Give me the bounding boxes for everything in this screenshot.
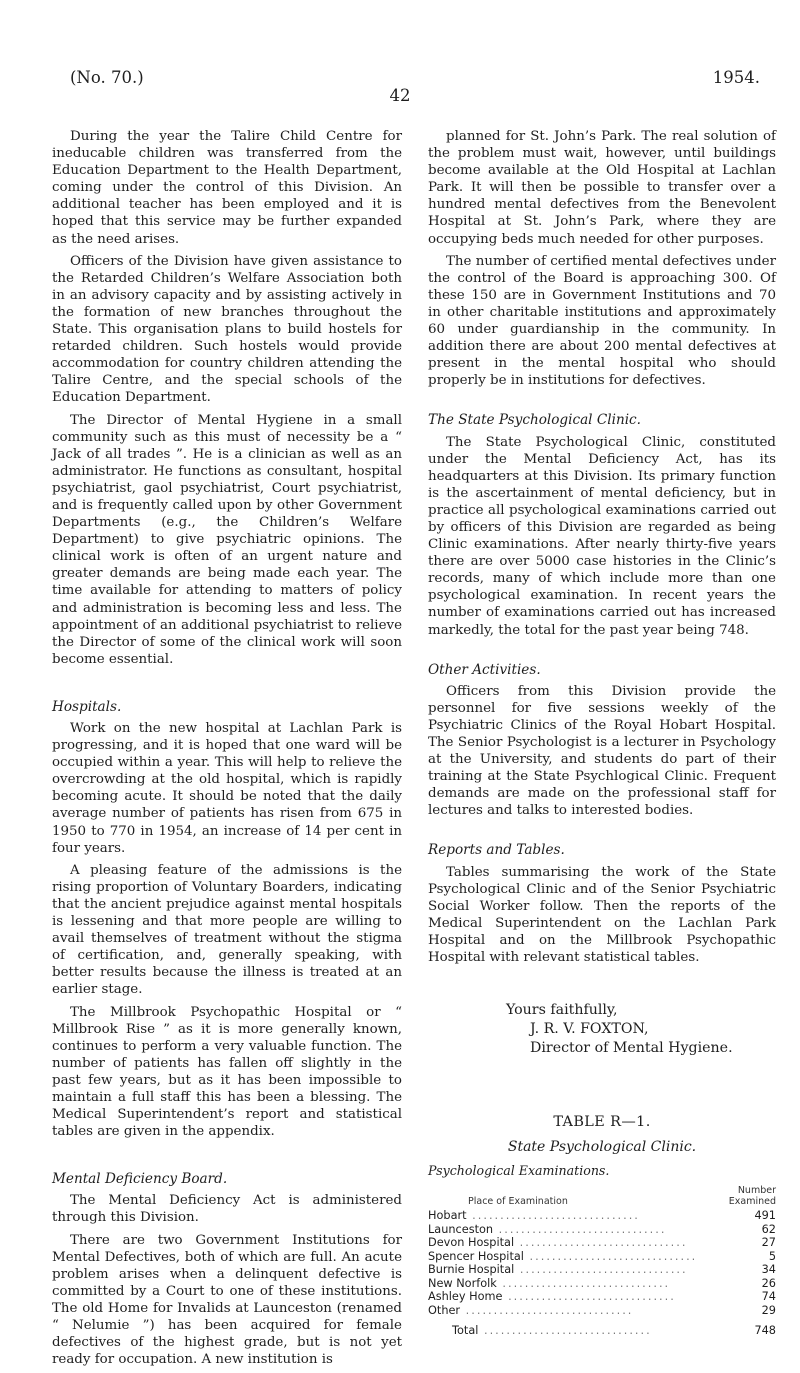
paragraph-act-administered: The Mental Deficiency Act is administered through this Division. xyxy=(52,1193,402,1226)
table-row xyxy=(428,1236,776,1250)
table-cell-place: New Norfolk .............................. xyxy=(428,1276,671,1290)
column-header-place: Place of Examination xyxy=(468,1196,568,1208)
table-row xyxy=(428,1277,776,1291)
paragraph-director-duties: The Director of Mental Hygiene in a small community such as this must of necessity be a “ Jack of all trades ”. He is a clinician as well as an administrator. He functions as consultant, hospital psychiatrist, gaol psychiatrist, Court psychiatrist, and is frequently called upon by other Government Departments (e.g., the Children’s Welfare Department) to give psychiatric opinions. The clinical work is often of an urgent nature and greater demands are being made each year. The time available for attending to matters of policy and administration is becoming less and less. The appointment of an additional psychiatrist to relieve the Director of some of the clinical work will soon become essential. xyxy=(52,412,402,667)
paragraph-clinic: The State Psychological Clinic, constituted under the Mental Deficiency Act, has its headquarters at this Division. Its primary function is the ascertainment of mental deficiency, but in practice all psychological examinations carried out by officers of this Division are regarded as being Clinic examinations. After nearly thirty-five years there are over 5000 case histories in the Clinic’s records, many of which include more than one psychological examination. In recent years the number of examinations carried out has increased markedly, the total for the past year being 748. xyxy=(428,434,776,638)
heading-state-psychological-clinic: The State Psychological Clinic. xyxy=(428,412,641,429)
signature-name: J. R. V. FOXTON, xyxy=(530,1021,649,1038)
examinations-table xyxy=(428,1185,776,1338)
paragraph-lachlan-park: Work on the new hospital at Lachlan Park is progressing, and it is hoped that one ward will be occupied within a year. This will help to relieve the overcrowding at the old hospital, which is rapidly becoming acute. It should be noted that the daily average number of patients has risen from 675 in 1950 to 770 in 1954, an increase of 14 per cent in four years. xyxy=(52,721,402,856)
paragraph-certified-defectives: The number of certified mental defectives under the control of the Board is approaching 300. Of these 150 are in Government Institutions and 70 in other charitable institutions and approximately 60 under guardianship in the community. In addition there are about 200 mental defectives at present in the mental hospital who should properly be in institutions for defectives. xyxy=(428,253,776,389)
table-row xyxy=(428,1250,776,1264)
leader-dots: .............................. xyxy=(460,1303,634,1317)
paragraph-retarded-childrens-association: Officers of the Division have given assistance to the Retarded Children’s Welfare Association both in an advisory capacity and by assisting actively in the formation of new branches throughout the State. This organisation plans to build hostels for retarded children. Such hostels would provide accommodation for country children attending the Talire Centre, and the special schools of the Education Department. xyxy=(52,253,402,406)
leader-dots: .............................. xyxy=(514,1236,688,1250)
table-row xyxy=(428,1263,776,1277)
table-row xyxy=(428,1290,776,1304)
paragraph-other-activities: Officers from this Division provide the personnel for five sessions weekly of the Psychiatric Clinics of the Royal Hobart Hospital. The Senior Psychologist is a lecturer in Psychology at the University, and students do part of their training at the State Psychlogical Clinic. Frequent demands are made on the professional staff for lectures and talks to interested bodies. xyxy=(428,683,776,819)
paragraph-reports: Tables summarising the work of the State Psychological Clinic and of the Senior Psychiatric Social Worker follow. Then the reports of the Medical Superintendent on the Lachlan Park Hospital and on the Millbrook Psychopathic Hospital with relevant statistical tables. xyxy=(428,864,776,966)
heading-mental-deficiency-board: Mental Deficiency Board. xyxy=(52,1171,228,1188)
heading-reports-and-tables: Reports and Tables. xyxy=(428,842,565,859)
table-cell-number: 74 xyxy=(761,1290,776,1304)
left-column xyxy=(52,128,402,1373)
leader-dots: .............................. xyxy=(493,1222,667,1236)
paragraph-talire-centre: During the year the Talire Child Centre for ineducable children was transferred from the Education Department to the Health Department, coming under the control of this Division. An additional teacher has been employed and it is hoped that this service may be further expanded as the need arises. xyxy=(52,129,402,247)
header-year: 1954. xyxy=(712,68,760,87)
signature-title: Director of Mental Hygiene. xyxy=(530,1040,733,1057)
table-cell-number: 62 xyxy=(761,1222,776,1236)
table-cell-place: Ashley Home .............................. xyxy=(428,1290,676,1304)
table-cell-number: 27 xyxy=(761,1236,776,1250)
table-cell-number: 34 xyxy=(761,1263,776,1277)
table-row xyxy=(428,1223,776,1237)
table-row xyxy=(428,1304,776,1318)
table-cell-number: 491 xyxy=(754,1209,776,1223)
leader-dots: .............................. xyxy=(466,1209,640,1223)
table-cell-number: 26 xyxy=(761,1276,776,1290)
table-cell-place: Other .............................. xyxy=(428,1303,634,1317)
table-caption: Psychological Examinations. xyxy=(428,1163,610,1179)
leader-dots: .............................. xyxy=(496,1276,671,1290)
table-total-value: 748 xyxy=(754,1324,776,1338)
leader-dots: .............................. xyxy=(478,1324,652,1338)
heading-other-activities: Other Activities. xyxy=(428,661,541,678)
page-number: 42 xyxy=(389,86,411,105)
leader-dots: .............................. xyxy=(523,1249,698,1263)
paragraph-st-johns-park: planned for St. John’s Park. The real solution of the problem must wait, however, until buildings become available at the Old Hospital at Lachlan Park. It will then be possible to transfer over a hundred mental defectives from the Benevolent Hospital at St. John’s Park, where they are occupying beds much needed for other purposes. xyxy=(428,129,776,247)
table-cell-number: 29 xyxy=(761,1303,776,1317)
heading-hospitals: Hospitals. xyxy=(52,698,122,715)
paragraph-voluntary-boarders: A pleasing feature of the admissions is the rising proportion of Voluntary Boarders, indicating that the ancient prejudice against mental hospitals is lessening and that more people are willing to avail themselves of treatment without the stigma of certification, and, generally speaking, with better results because the illness is treated at an earlier stage. xyxy=(52,862,402,998)
table-total-label: Total .............................. xyxy=(452,1324,652,1338)
signature-closing: Yours faithfully, xyxy=(506,1002,618,1019)
table-total-row xyxy=(428,1317,776,1338)
table-cell-number: 5 xyxy=(768,1249,776,1263)
table-cell-place: Burnie Hospital .............................. xyxy=(428,1263,688,1277)
right-column xyxy=(428,128,776,1338)
table-subtitle: State Psychological Clinic. xyxy=(507,1139,697,1156)
signature-block xyxy=(506,1001,776,1058)
paragraph-millbrook: The Millbrook Psychopathic Hospital or “ Millbrook Rise ” as it is more generally known, continues to perform a very valuable function. The number of patients has fallen off slightly in the past few years, but as it has been impossible to maintain a full staff this has been a blessing. The Medical Superintendent’s report and statistical tables are given in the appendix. xyxy=(52,1004,402,1140)
table-cell-place: Spencer Hospital .............................. xyxy=(428,1249,698,1263)
table-cell-place: Hobart .............................. xyxy=(428,1209,640,1223)
header-document-number: (No. 70.) xyxy=(70,68,144,87)
table-row xyxy=(428,1209,776,1223)
table-cell-place: Devon Hospital .............................. xyxy=(428,1236,688,1250)
table-cell-place: Launceston .............................. xyxy=(428,1222,667,1236)
paragraph-institutions: There are two Government Institutions for Mental Defectives, both of which are full. An acute problem arises when a delinquent defective is committed by a Court to one of these institutions. The old Home for Invalids at Launceston (renamed “ Nelumie ”) has been acquired for female defectives of the highest grade, but is not yet ready for occupation. A new institution is xyxy=(52,1232,402,1368)
leader-dots: .............................. xyxy=(502,1290,676,1304)
leader-dots: .............................. xyxy=(514,1263,688,1277)
column-header-number: Number Examined xyxy=(728,1185,776,1208)
table-title: TABLE R—1. xyxy=(553,1114,651,1131)
